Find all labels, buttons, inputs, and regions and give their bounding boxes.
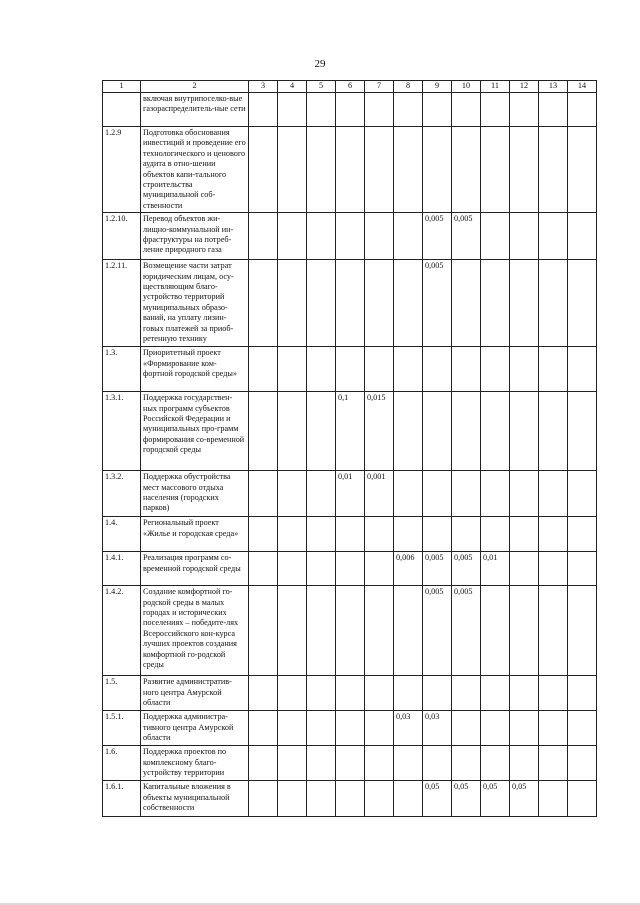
value-cell-col-14: [568, 347, 597, 392]
column-header-10: 10: [452, 81, 481, 93]
value-cell-col-8: [394, 586, 423, 676]
value-cell-col-12: [510, 746, 539, 781]
value-cell-col-10: [452, 93, 481, 127]
value-cell-col-5: [307, 781, 336, 817]
row-description: Капитальные вложения в объекты муниципальной собственности: [141, 781, 249, 817]
column-header-3: 3: [249, 81, 278, 93]
value-cell-col-10: [452, 517, 481, 552]
value-cell-col-10: [452, 127, 481, 213]
value-cell-col-13: [539, 586, 568, 676]
value-cell-col-14: [568, 552, 597, 586]
value-cell-col-9: [423, 517, 452, 552]
row-number: 1.2.11.: [103, 260, 141, 347]
value-cell-col-4: [278, 347, 307, 392]
table-row: [103, 711, 597, 746]
value-cell-col-5: [307, 746, 336, 781]
value-cell-col-5: [307, 586, 336, 676]
table-row: [103, 552, 597, 586]
value-cell-col-13: [539, 471, 568, 517]
value-cell-col-12: 0,05: [510, 781, 539, 817]
row-number: 1.4.2.: [103, 586, 141, 676]
value-cell-col-7: [365, 586, 394, 676]
column-header-1: 1: [103, 81, 141, 93]
value-cell-col-11: [481, 711, 510, 746]
value-cell-col-11: [481, 586, 510, 676]
column-header-14: 14: [568, 81, 597, 93]
value-cell-col-6: [336, 746, 365, 781]
value-cell-col-11: 0,01: [481, 552, 510, 586]
value-cell-col-5: [307, 471, 336, 517]
value-cell-col-13: [539, 746, 568, 781]
value-cell-col-8: [394, 127, 423, 213]
value-cell-col-9: [423, 127, 452, 213]
row-number: 1.4.1.: [103, 552, 141, 586]
value-cell-col-10: [452, 347, 481, 392]
value-cell-col-7: [365, 93, 394, 127]
value-cell-col-11: [481, 392, 510, 471]
value-cell-col-6: [336, 260, 365, 347]
value-cell-col-12: [510, 552, 539, 586]
row-description: Перевод объектов жи-лищно-коммунальной ин-фраструктуры на потреб-ление природного газа: [141, 213, 249, 260]
row-number: 1.3.2.: [103, 471, 141, 517]
value-cell-col-3: [249, 711, 278, 746]
value-cell-col-6: 0,1: [336, 392, 365, 471]
value-cell-col-5: [307, 93, 336, 127]
value-cell-col-3: [249, 746, 278, 781]
value-cell-col-3: [249, 392, 278, 471]
value-cell-col-13: [539, 213, 568, 260]
value-cell-col-14: [568, 781, 597, 817]
value-cell-col-5: [307, 552, 336, 586]
table-row: [103, 586, 597, 676]
value-cell-col-10: [452, 746, 481, 781]
column-header-4: 4: [278, 81, 307, 93]
table-body: [103, 93, 597, 817]
value-cell-col-3: [249, 93, 278, 127]
value-cell-col-9: [423, 392, 452, 471]
table-row: [103, 746, 597, 781]
value-cell-col-5: [307, 676, 336, 711]
value-cell-col-12: [510, 127, 539, 213]
value-cell-col-6: [336, 586, 365, 676]
value-cell-col-11: 0,05: [481, 781, 510, 817]
value-cell-col-4: [278, 552, 307, 586]
value-cell-col-9: 0,005: [423, 260, 452, 347]
value-cell-col-7: [365, 746, 394, 781]
value-cell-col-13: [539, 676, 568, 711]
value-cell-col-9: 0,005: [423, 552, 452, 586]
value-cell-col-7: 0,015: [365, 392, 394, 471]
value-cell-col-5: [307, 127, 336, 213]
value-cell-col-14: [568, 746, 597, 781]
value-cell-col-14: [568, 213, 597, 260]
row-description: Создание комфортной го-родской среды в малых городах и исторических поселениях – победите-лях Всероссийского кон-курса лучших проектов создания комфортной го-родской среды: [141, 586, 249, 676]
value-cell-col-11: [481, 676, 510, 711]
value-cell-col-8: [394, 93, 423, 127]
value-cell-col-3: [249, 347, 278, 392]
value-cell-col-3: [249, 471, 278, 517]
value-cell-col-14: [568, 260, 597, 347]
value-cell-col-9: 0,005: [423, 213, 452, 260]
value-cell-col-7: [365, 347, 394, 392]
page-number: 29: [314, 58, 326, 70]
value-cell-col-7: 0,001: [365, 471, 394, 517]
row-description: включая внутрипоселко-вые газораспределитель-ные сети: [141, 93, 249, 127]
value-cell-col-7: [365, 260, 394, 347]
column-header-6: 6: [336, 81, 365, 93]
value-cell-col-3: [249, 676, 278, 711]
value-cell-col-4: [278, 586, 307, 676]
value-cell-col-5: [307, 517, 336, 552]
value-cell-col-4: [278, 676, 307, 711]
value-cell-col-6: [336, 676, 365, 711]
column-header-11: 11: [481, 81, 510, 93]
value-cell-col-10: [452, 711, 481, 746]
value-cell-col-12: [510, 517, 539, 552]
value-cell-col-3: [249, 517, 278, 552]
value-cell-col-12: [510, 347, 539, 392]
value-cell-col-13: [539, 260, 568, 347]
row-description: Поддержка проектов по комплексному благо-устройству территории: [141, 746, 249, 781]
value-cell-col-6: [336, 711, 365, 746]
value-cell-col-11: [481, 517, 510, 552]
value-cell-col-9: [423, 676, 452, 711]
column-header-13: 13: [539, 81, 568, 93]
value-cell-col-5: [307, 347, 336, 392]
value-cell-col-8: [394, 392, 423, 471]
row-description: Приоритетный проект «Формирование ком-фортной городской среды»: [141, 347, 249, 392]
value-cell-col-11: [481, 127, 510, 213]
value-cell-col-11: [481, 347, 510, 392]
value-cell-col-6: [336, 127, 365, 213]
row-description: Возмещение части затрат юридическим лицам, осу-ществляющим благо-устройство территорий муниципальных образо-ваний, на уплату лизин-говых платежей за приоб-ретенную технику: [141, 260, 249, 347]
value-cell-col-8: 0,03: [394, 711, 423, 746]
value-cell-col-7: [365, 711, 394, 746]
value-cell-col-5: [307, 260, 336, 347]
value-cell-col-7: [365, 781, 394, 817]
value-cell-col-7: [365, 127, 394, 213]
value-cell-col-4: [278, 127, 307, 213]
value-cell-col-10: [452, 260, 481, 347]
value-cell-col-9: 0,03: [423, 711, 452, 746]
value-cell-col-3: [249, 127, 278, 213]
value-cell-col-6: [336, 517, 365, 552]
value-cell-col-4: [278, 392, 307, 471]
value-cell-col-11: [481, 93, 510, 127]
column-header-12: 12: [510, 81, 539, 93]
value-cell-col-6: [336, 93, 365, 127]
row-number: 1.6.: [103, 746, 141, 781]
row-description: Региональный проект «Жилье и городская среда»: [141, 517, 249, 552]
column-header-8: 8: [394, 81, 423, 93]
value-cell-col-5: [307, 711, 336, 746]
value-cell-col-14: [568, 392, 597, 471]
row-description: Поддержка администра-тивного центра Амурской области: [141, 711, 249, 746]
value-cell-col-3: [249, 260, 278, 347]
table-row: [103, 676, 597, 711]
value-cell-col-9: 0,005: [423, 586, 452, 676]
value-cell-col-7: [365, 676, 394, 711]
value-cell-col-13: [539, 517, 568, 552]
value-cell-col-8: [394, 471, 423, 517]
row-description: Реализация программ со-временной городской среды: [141, 552, 249, 586]
value-cell-col-13: [539, 93, 568, 127]
value-cell-col-10: 0,005: [452, 213, 481, 260]
value-cell-col-10: [452, 471, 481, 517]
value-cell-col-9: [423, 471, 452, 517]
value-cell-col-13: [539, 392, 568, 471]
value-cell-col-14: [568, 93, 597, 127]
value-cell-col-11: [481, 471, 510, 517]
table-row: [103, 260, 597, 347]
table-row: [103, 127, 597, 213]
value-cell-col-14: [568, 711, 597, 746]
value-cell-col-14: [568, 676, 597, 711]
table-row: [103, 347, 597, 392]
value-cell-col-11: [481, 213, 510, 260]
value-cell-col-4: [278, 746, 307, 781]
value-cell-col-6: [336, 781, 365, 817]
value-cell-col-6: [336, 213, 365, 260]
value-cell-col-13: [539, 127, 568, 213]
row-number: 1.5.: [103, 676, 141, 711]
column-header-2: 2: [141, 81, 249, 93]
table-row: [103, 213, 597, 260]
value-cell-col-10: 0,05: [452, 781, 481, 817]
row-number: 1.4.: [103, 517, 141, 552]
value-cell-col-12: [510, 93, 539, 127]
value-cell-col-8: [394, 260, 423, 347]
value-cell-col-9: [423, 746, 452, 781]
value-cell-col-6: 0,01: [336, 471, 365, 517]
value-cell-col-3: [249, 586, 278, 676]
value-cell-col-13: [539, 552, 568, 586]
value-cell-col-8: [394, 517, 423, 552]
value-cell-col-13: [539, 347, 568, 392]
row-description: Развитие административ-ного центра Амурской области: [141, 676, 249, 711]
table-row: [103, 517, 597, 552]
table-row: [103, 471, 597, 517]
value-cell-col-11: [481, 260, 510, 347]
value-cell-col-8: [394, 781, 423, 817]
row-number: 1.2.10.: [103, 213, 141, 260]
value-cell-col-5: [307, 213, 336, 260]
value-cell-col-10: 0,005: [452, 552, 481, 586]
value-cell-col-4: [278, 781, 307, 817]
value-cell-col-4: [278, 471, 307, 517]
value-cell-col-7: [365, 517, 394, 552]
value-cell-col-12: [510, 586, 539, 676]
value-cell-col-14: [568, 471, 597, 517]
value-cell-col-5: [307, 392, 336, 471]
row-number: 1.2.9: [103, 127, 141, 213]
table-row: [103, 781, 597, 817]
value-cell-col-4: [278, 93, 307, 127]
row-number: 1.6.1.: [103, 781, 141, 817]
value-cell-col-3: [249, 213, 278, 260]
value-cell-col-4: [278, 711, 307, 746]
value-cell-col-7: [365, 213, 394, 260]
value-cell-col-12: [510, 711, 539, 746]
value-cell-col-7: [365, 552, 394, 586]
value-cell-col-13: [539, 711, 568, 746]
row-description: Поддержка обустройства мест массового отдыха населения (городских парков): [141, 471, 249, 517]
data-table: [102, 80, 597, 817]
row-number: 1.5.1.: [103, 711, 141, 746]
value-cell-col-4: [278, 213, 307, 260]
value-cell-col-8: [394, 347, 423, 392]
column-header-7: 7: [365, 81, 394, 93]
value-cell-col-10: 0,005: [452, 586, 481, 676]
row-description: Поддержка государствен-ных программ субъектов Российской Федерации и муниципальных про-грамм формирования со-временной городской среды: [141, 392, 249, 471]
value-cell-col-3: [249, 552, 278, 586]
column-header-5: 5: [307, 81, 336, 93]
table-row: [103, 93, 597, 127]
value-cell-col-12: [510, 676, 539, 711]
value-cell-col-9: [423, 93, 452, 127]
value-cell-col-12: [510, 213, 539, 260]
value-cell-col-3: [249, 781, 278, 817]
value-cell-col-10: [452, 392, 481, 471]
value-cell-col-6: [336, 347, 365, 392]
value-cell-col-12: [510, 260, 539, 347]
value-cell-col-12: [510, 392, 539, 471]
value-cell-col-13: [539, 781, 568, 817]
value-cell-col-12: [510, 471, 539, 517]
value-cell-col-11: [481, 746, 510, 781]
row-number: 1.3.1.: [103, 392, 141, 471]
value-cell-col-8: [394, 213, 423, 260]
row-number: [103, 93, 141, 127]
column-header-9: 9: [423, 81, 452, 93]
value-cell-col-10: [452, 676, 481, 711]
value-cell-col-4: [278, 260, 307, 347]
value-cell-col-14: [568, 586, 597, 676]
value-cell-col-9: [423, 347, 452, 392]
value-cell-col-14: [568, 517, 597, 552]
value-cell-col-6: [336, 552, 365, 586]
value-cell-col-8: 0,006: [394, 552, 423, 586]
value-cell-col-8: [394, 676, 423, 711]
table-row: [103, 392, 597, 471]
row-description: Подготовка обоснования инвестиций и проведение его технологического и ценового аудита в отно-шении объектов капи-тального строительства муниципальной соб-ственности: [141, 127, 249, 213]
value-cell-col-8: [394, 746, 423, 781]
value-cell-col-14: [568, 127, 597, 213]
header-row: [103, 81, 597, 93]
row-number: 1.3.: [103, 347, 141, 392]
value-cell-col-9: 0,05: [423, 781, 452, 817]
value-cell-col-4: [278, 517, 307, 552]
